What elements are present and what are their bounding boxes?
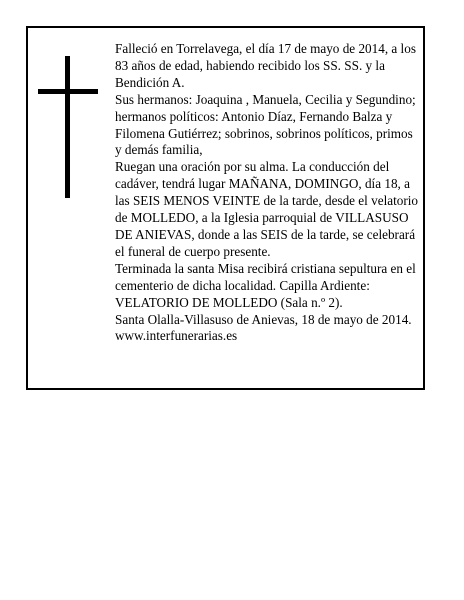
burial-details: Terminada la santa Misa recibirá cristiana sepultura en el cementerio de dicha localidad. Capilla Ardiente: VELATORIO DE MOLLEDO (Sala n.º 2).	[115, 260, 416, 310]
cross-vertical-bar	[65, 56, 70, 198]
obituary-text	[115, 41, 421, 345]
death-announcement: Falleció en Torrelavega, el día 17 de mayo de 2014, a los 83 años de edad, habiendo recibido los SS. SS. y la Bendición A.	[115, 41, 416, 90]
latin-cross-icon	[38, 56, 98, 198]
obituary-notice	[26, 26, 425, 390]
family-list: Sus hermanos: Joaquina , Manuela, Cecilia y Segundino; hermanos políticos: Antonio Díaz, Fernando Balza y Filomena Gutiérrez; sobrinos, sobrinos políticos, primos y demás familia,	[115, 91, 416, 158]
place-date-signature: Santa Olalla-Villasuso de Anievas, 18 de mayo de 2014. www.interfunerarias.es	[115, 311, 412, 344]
funeral-procession-details: Ruegan una oración por su alma. La conducción del cadáver, tendrá lugar MAÑANA, DOMINGO, día 18, a las SEIS MENOS VEINTE de la tarde, desde el velatorio de MOLLEDO, a la Iglesia parroquial de VILLASUSO DE ANIEVAS, donde a las SEIS de la tarde, se celebrará el funeral de cuerpo presente.	[115, 159, 418, 259]
cross-horizontal-bar	[38, 89, 98, 94]
